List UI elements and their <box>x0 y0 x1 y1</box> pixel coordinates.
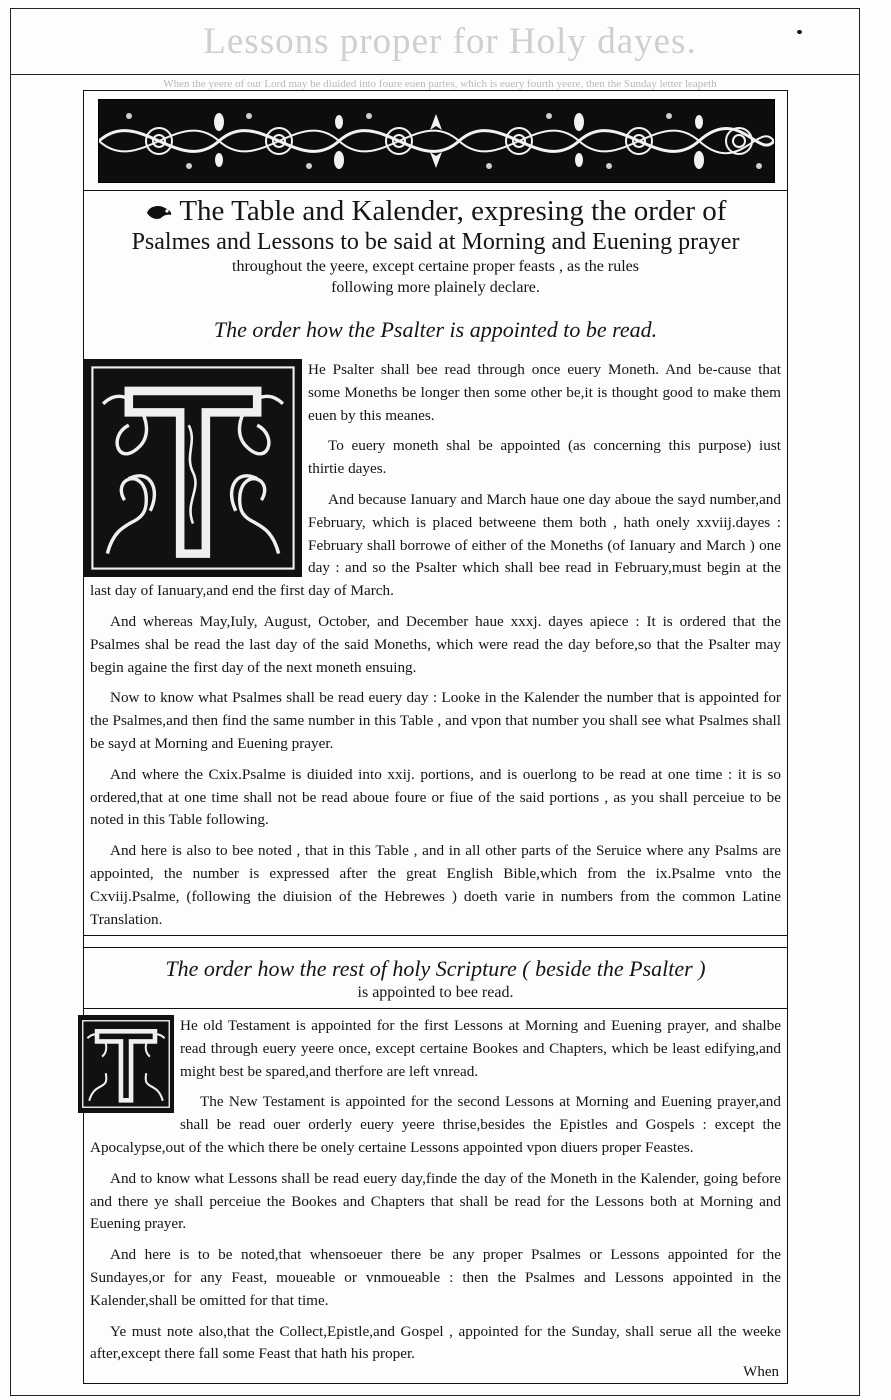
paragraph: He old Testament is appointed for the first Lessons at Morning and Euening prayer, and shalbe read through euery yeere once, except certaine Bookes and Chapters, which be least edifying,and might best be spared,and therfore are left vnread. <box>180 1017 781 1080</box>
scripture-section-subheading: is appointed to bee read. <box>357 984 514 1001</box>
decorated-initial-t <box>84 359 302 577</box>
divider-rule <box>84 947 787 948</box>
paragraph: And because Ianuary and March haue one day aboue the sayd number,and February, which is placed betweene them both , hath onely xxviij.dayes : February shall borrowe of either of the Moneths (of Ianuary and March ) one day : and so the Psalter which shall bee read in February,must begin at the last day of Ianuary,and end the first day of March. <box>90 490 781 600</box>
floral-ornament-icon <box>99 100 774 182</box>
page-title: The Table and Kalender, expresing the order of <box>179 195 727 227</box>
paragraph: Now to know what Psalmes shall be read euery day : Looke in the Kalender the number that is appointed for the Psalmes,and then find the same number in this Table , and vpon that number you shall see what Psalmes shall be sayd at Morning and Euening prayer. <box>90 689 781 752</box>
decorated-initial-t <box>84 1015 174 1113</box>
divider-rule <box>84 1008 787 1009</box>
psalter-section-heading: The order how the Psalter is appointed to be read. <box>213 317 658 342</box>
page <box>83 90 788 1384</box>
top-rule <box>10 74 860 75</box>
title-line-4: following more plainely declare. <box>331 279 540 296</box>
scripture-section-heading: The order how the rest of holy Scripture ( beside the Psalter ) <box>165 956 706 981</box>
catchword: When <box>743 1364 779 1380</box>
title-line-3: throughout the yeere, except certaine proper feasts , as the rules <box>232 258 639 275</box>
bleed-through-heading: Lessons proper for Holy dayes. <box>203 21 697 62</box>
floral-ornament-band <box>98 99 775 183</box>
paragraph: And where the Cxix.Psalme is diuided into xxij. portions, and is ouerlong to be read at one time : it is so ordered,that at one time shall not be read aboue foure or fiue of the said portions , as you shall perceiue to be noted in this Table following. <box>90 765 781 829</box>
title-block <box>84 195 787 298</box>
decorated-initial-icon <box>86 361 300 575</box>
paragraph: The New Testament is appointed for the second Lessons at Morning and Euening prayer,and shall be read ouer orderly euery yeere thrise,besides the Epistles and Gospels : except the Apocalypse,out of the which there be onely certaine Lessons appointed vpon diuers proper Feastes. <box>90 1093 781 1156</box>
paragraph: And here is to be noted,that whensoeuer there be any proper Psalmes or Lessons appointed for the Sundayes,or for any Feast, moueable or vnmoueable : then the Psalmes and Lessons appointed in the Kalender,shall be omitted for that time. <box>90 1246 781 1309</box>
paragraph: Ye must note also,that the Collect,Epistle,and Gospel , appointed for the Sunday, shall serue all the weeke after,except there fall some Feast that hath his proper. <box>90 1322 781 1363</box>
pointing-hand-icon <box>145 203 173 221</box>
ink-dot <box>797 30 802 34</box>
paragraph: And to know what Lessons shall be read euery day,finde the day of the Moneth in the Kalender, going before and there ye shall perceiue the Bookes and Chapters that shall be read for the Lessons both at Morning and Euening prayer. <box>90 1169 781 1233</box>
paragraph: To euery moneth shal be appointed (as concerning this purpose) iust thirtie dayes. <box>308 437 781 478</box>
bleed-through-strip: When the yeere of our Lord may be diuided into foure euen partes, which is euery fourth yeere, then the Sunday letter leapeth <box>163 78 717 90</box>
divider-rule <box>84 935 787 936</box>
paragraph: He Psalter shall bee read through once euery Moneth. And be-cause that some Moneths be longer then some other be,it is thought good to make them euen by this meanes. <box>308 361 781 424</box>
psalter-section-text <box>90 359 781 939</box>
divider-rule <box>84 190 787 191</box>
decorated-initial-icon <box>80 1017 172 1111</box>
scripture-section-text <box>90 1015 781 1374</box>
title-line-2: Psalmes and Lessons to be said at Morning and Euening prayer <box>131 229 740 255</box>
paragraph: And whereas May,Iuly, August, October, and December haue xxxj. dayes apiece : It is ordered that the Psalmes shal be read the last day of the said Moneths, which were read the day before,so that the Psalter may begin againe the first day of the next moneth ensuing. <box>90 612 781 676</box>
paragraph: And here is also to bee noted , that in this Table , and in all other parts of the Seruice where any Psalms are appointed, the number is expressed after the great English Bible,which from the ix.Psalme vnto the Cxviij.Psalme, (following the diuision of the Hebrewes ) doeth varie in numbers from the common Latine Translation. <box>90 842 781 928</box>
